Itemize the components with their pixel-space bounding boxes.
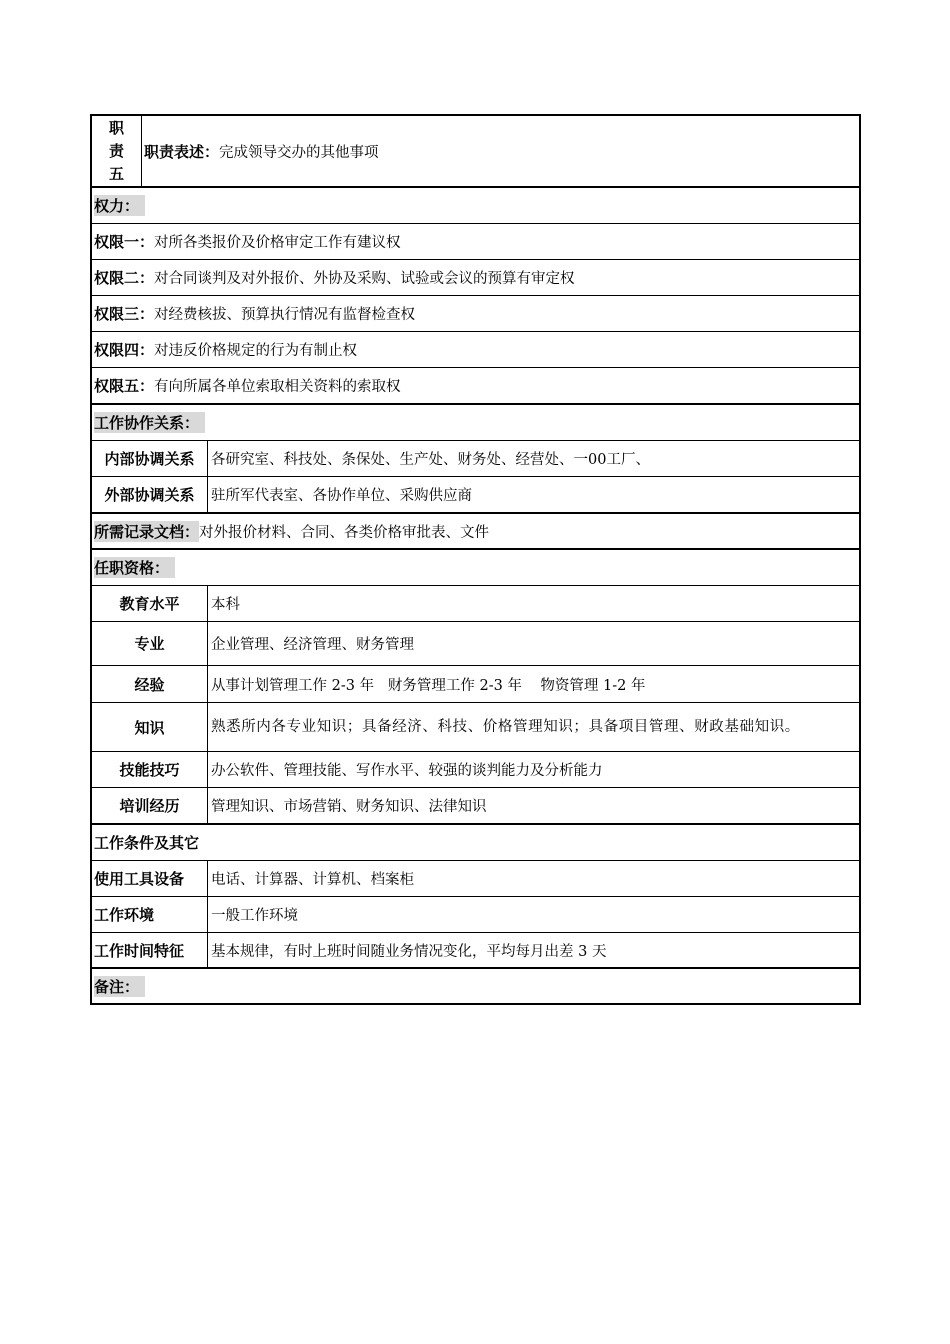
- notes-header: [92, 969, 145, 1003]
- condition-label: 工作环境: [92, 897, 208, 932]
- condition-value: 一般工作环境: [211, 908, 298, 924]
- internal-coordination-label: 内部协调关系: [92, 441, 208, 476]
- conditions-header-row: [92, 825, 859, 861]
- qualifications-header: [92, 550, 175, 585]
- qualification-value: 熟悉所内各专业知识；具备经济、科技、价格管理知识；具备项目管理、财政基础知识。: [211, 719, 800, 735]
- section-title: 权力：: [94, 195, 145, 216]
- authority-label: 权限二：: [94, 269, 155, 287]
- qualification-label: 技能技巧: [92, 752, 208, 787]
- qualification-label: 知识: [92, 703, 208, 751]
- section-title: 任职资格：: [94, 557, 175, 578]
- section-title: 工作条件及其它: [94, 834, 200, 852]
- internal-coordination-row: [92, 441, 859, 477]
- qualification-value: 本科: [211, 597, 240, 613]
- section-title: 工作协作关系：: [94, 412, 205, 433]
- qualification-row: [92, 703, 859, 752]
- authority-item-content: [92, 296, 415, 331]
- authority-item: [92, 260, 859, 296]
- authority-text: 有向所属各单位索取相关资料的索取权: [154, 379, 401, 395]
- job-description-table: [90, 114, 861, 1005]
- authority-item-content: [92, 260, 575, 295]
- condition-row: [92, 897, 859, 933]
- duty-five-description: [142, 116, 859, 186]
- condition-row: [92, 933, 859, 969]
- records-row: [92, 514, 859, 550]
- condition-value: 电话、计算器、计算机、档案柜: [211, 872, 414, 888]
- authority-item: [92, 296, 859, 332]
- authority-item: [92, 368, 859, 405]
- qualification-value: 从事计划管理工作 2-3 年 财务管理工作 2-3 年 物资管理 1-2 年: [211, 677, 646, 694]
- external-coordination-value: 驻所军代表室、各协作单位、采购供应商: [211, 488, 472, 504]
- duty-desc-text: 完成领导交办的其他事项: [219, 144, 379, 161]
- qualification-value: 管理知识、市场营销、财务知识、法律知识: [211, 799, 487, 815]
- authority-label: 权限五：: [94, 377, 155, 395]
- authority-text: 对经费核拔、预算执行情况有监督检查权: [154, 307, 416, 323]
- qualification-row: [92, 586, 859, 622]
- external-coordination-row: [92, 477, 859, 514]
- authority-item: [92, 224, 859, 260]
- authority-item-content: [92, 224, 401, 259]
- records-label: 所需记录文档：: [94, 522, 200, 541]
- qualification-label: 教育水平: [92, 586, 208, 621]
- conditions-header: [92, 825, 199, 860]
- authority-item-content: [92, 332, 357, 367]
- condition-row: [92, 861, 859, 897]
- vertical-char: 五: [108, 164, 124, 183]
- notes-row: [92, 969, 859, 1003]
- authority-header-row: [92, 188, 859, 224]
- authority-text: 对所各类报价及价格审定工作有建议权: [154, 235, 401, 251]
- authority-item-content: [92, 368, 401, 403]
- authority-item: [92, 332, 859, 368]
- internal-coordination-value: 各研究室、科技处、条保处、生产处、财务处、经营处、一00工厂、: [211, 452, 650, 468]
- cooperation-header: [92, 405, 205, 440]
- qualification-value: 办公软件、管理技能、写作水平、较强的谈判能力及分析能力: [211, 763, 603, 779]
- vertical-char: 责: [108, 141, 124, 160]
- qualification-value: 企业管理、经济管理、财务管理: [211, 637, 414, 653]
- qualification-row: [92, 666, 859, 703]
- duty-desc-label: 职责表述：: [144, 142, 220, 161]
- authority-label: 权限四：: [94, 341, 155, 359]
- condition-value: 基本规律，有时上班时间随业务情况变化，平均每月出差 3 天: [211, 943, 607, 960]
- authority-header: [92, 188, 145, 223]
- qualification-label: 专业: [92, 622, 208, 665]
- records-content: [92, 514, 489, 548]
- section-title: 备注：: [94, 976, 145, 997]
- external-coordination-label: 外部协调关系: [92, 477, 208, 512]
- authority-label: 权限三：: [94, 305, 155, 323]
- condition-label: 使用工具设备: [92, 861, 208, 896]
- cooperation-header-row: [92, 405, 859, 441]
- qualification-row: [92, 622, 859, 666]
- qualification-row: [92, 752, 859, 788]
- qualifications-header-row: [92, 550, 859, 586]
- qualification-row: [92, 788, 859, 825]
- authority-text: 对违反价格规定的行为有制止权: [154, 343, 358, 359]
- duty-five-vertical-label: [92, 116, 142, 186]
- condition-label: 工作时间特征: [92, 933, 208, 967]
- records-value: 对外报价材料、合同、各类价格审批表、文件: [199, 524, 490, 541]
- authority-label: 权限一：: [94, 233, 155, 251]
- duty-five-row: [92, 116, 859, 188]
- authority-text: 对合同谈判及对外报价、外协及采购、试验或会议的预算有审定权: [154, 271, 575, 287]
- qualification-label: 经验: [92, 666, 208, 702]
- qualification-label: 培训经历: [92, 788, 208, 823]
- vertical-char: 职: [108, 118, 124, 137]
